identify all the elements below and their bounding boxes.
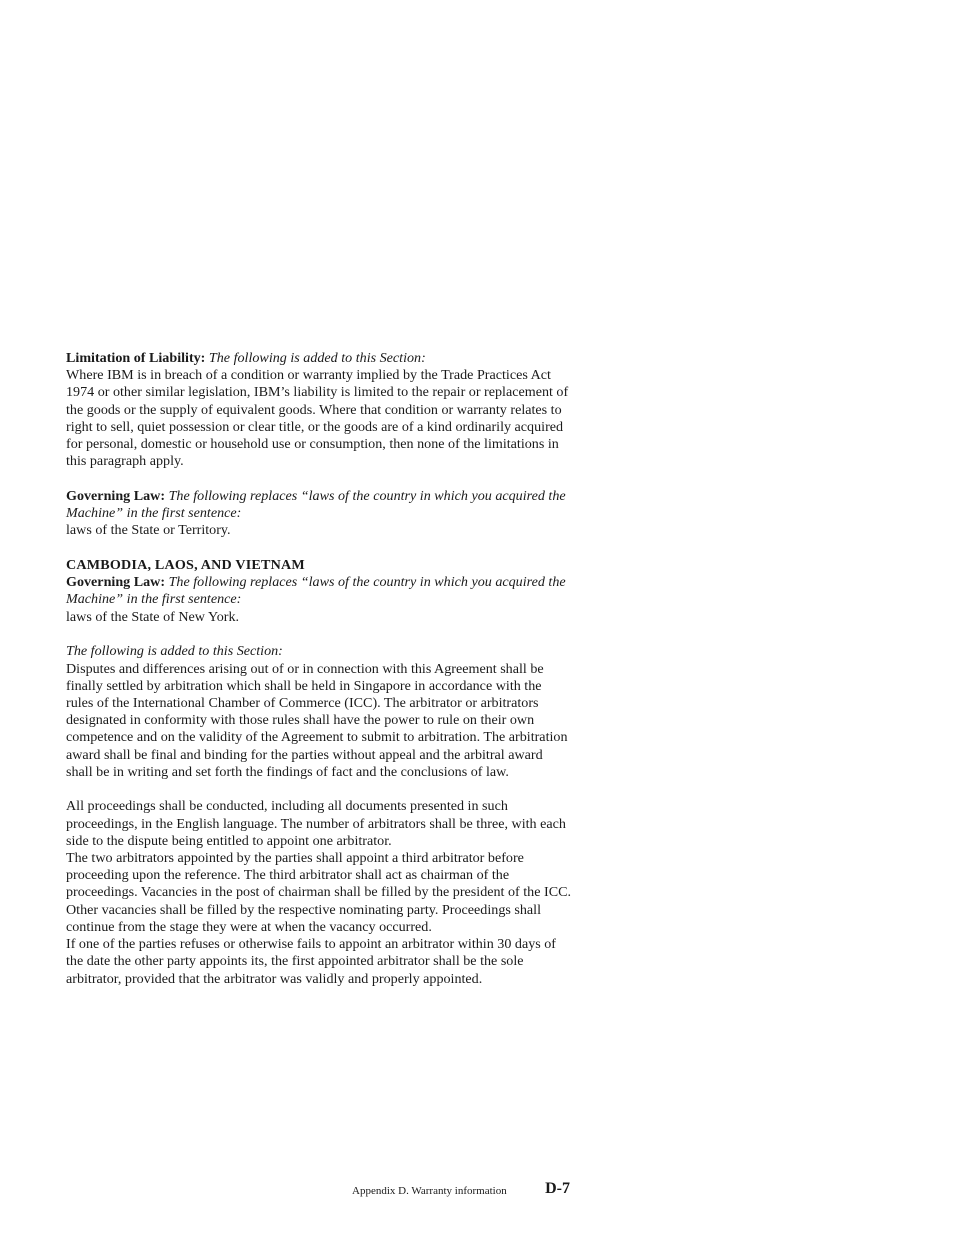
section-intro: The following replaces “laws of the country in which you acquired the Machine” in the first sentence: <box>66 487 566 522</box>
document-body <box>66 350 572 988</box>
page-number: D-7 <box>545 1180 570 1197</box>
section-label: Limitation of Liability: <box>66 350 206 366</box>
sole-arbitrator-paragraph: If one of the parties refuses or otherwise fails to appoint an arbitrator within 30 days of the date the other party appoints its, the first appointed arbitrator shall be the sole arbitrator, provided that the arbitrator was validly and properly appointed. <box>66 936 557 987</box>
section-label: Governing Law: <box>66 487 166 504</box>
limitation-of-liability-section <box>66 350 572 470</box>
proceedings-paragraph: All proceedings shall be conducted, including all documents presented in such proceedings, in the English language. The number of arbitrators shall be three, with each side to the dispute being entitled to appoint one arbitrator. <box>66 798 566 849</box>
governing-law-section-2 <box>66 574 572 626</box>
country-heading: CAMBODIA, LAOS, AND VIETNAM <box>66 557 305 574</box>
limitation-of-liability-header <box>66 350 572 367</box>
footer-chapter-title: Appendix D. Warranty information <box>352 1185 507 1197</box>
limitation-of-liability-body: Where IBM is in breach of a condition or warranty implied by the Trade Practices Act 1974 or other similar legislation, IBM’s liability is limited to the repair or replacement of the goods or the supply of equivalent goods. Where that condition or warranty relates to right to sell, quiet possession or clear title, or the goods are of a kind ordinarily acquired for personal, domestic or household use or consumption, then none of the limitations in this paragraph apply. <box>66 367 569 470</box>
governing-law-section-1 <box>66 488 572 540</box>
third-arbitrator-paragraph: The two arbitrators appointed by the parties shall appoint a third arbitrator before proceeding upon the reference. The third arbitrator shall act as chairman of the proceedings. Vacancies in the post of chairman shall be filled by the president of the ICC. Other vacancies shall be filled by the respective nominating party. Proceedings shall continue from the stage they were at when the vacancy occurred. <box>66 850 572 935</box>
arbitration-body: Disputes and differences arising out of or in connection with this Agreement shall be finally settled by arbitration which shall be held in Singapore in accordance with the rules of the International Chamber of Commerce (ICC). The arbitrator or arbitrators designated in conformity with those rules shall have the power to rule on their own competence and on the validity of the Agreement to submit to arbitration. The arbitration award shall be final and binding for the parties without appeal and the arbitral award shall be in writing and set forth the findings of fact and the conclusions of law. <box>66 660 568 780</box>
page-footer <box>352 1180 572 1202</box>
governing-law-body: laws of the State or Territory. <box>66 522 231 539</box>
governing-law-header <box>66 574 572 608</box>
section-intro: The following is added to this Section: <box>66 643 283 660</box>
section-intro: The following replaces “laws of the country in which you acquired the Machine” in the first sentence: <box>66 574 566 608</box>
section-label: Governing Law: <box>66 574 166 591</box>
arbitration-intro <box>66 643 572 660</box>
section-intro: The following is added to this Section: <box>208 350 426 366</box>
governing-law-header <box>66 488 572 522</box>
governing-law-body: laws of the State of New York. <box>66 608 240 625</box>
arbitration-section <box>66 643 572 781</box>
